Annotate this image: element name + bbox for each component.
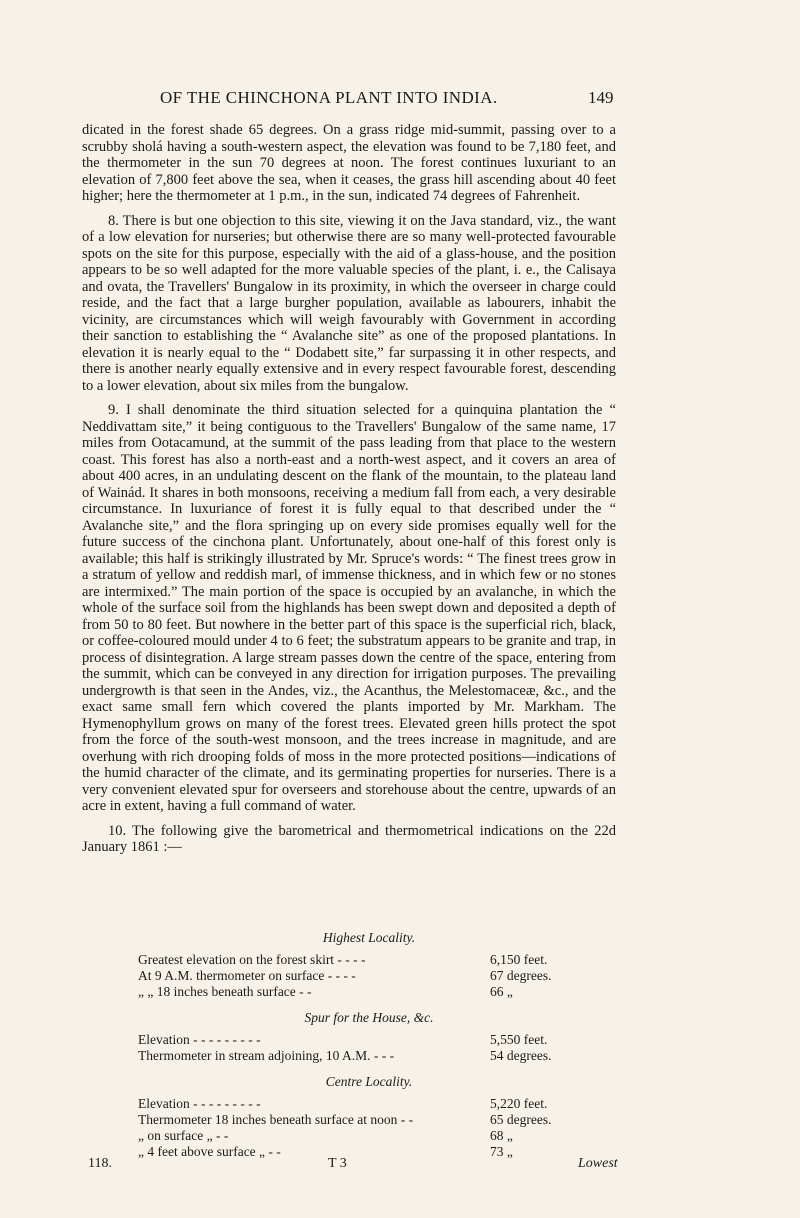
section-title: Centre Locality. bbox=[325, 1074, 413, 1089]
section-title: Spur for the House, &c. bbox=[304, 1010, 434, 1025]
paragraph-9: 9. I shall denominate the third situation selected for a quinquina plantation the “ Neddivattam site,” it being contiguous to the Travellers' Bungalow of the same name, 17 miles from Ootacamund, at the summit of the pass leading from that place to the western coast. This forest has also a north-east and a north-west aspect, and it covers an area of about 400 acres, in an undulating descent on the flank of the mountain, to the plateau land of Wainád. It shares in both monsoons, receiving a medium fall from each, a very desirable circumstance. In luxuriance of forest it is fully equal to that described under the “ Avalanche site,” and the flora springing up on every side promises equally well for the future success of the cinchona plant. Unfortunately, about one-half of this forest only is available; this half is strikingly illustrated by Mr. Spruce's words: “ The finest trees grow in a stratum of yellow and reddish marl, of immense thickness, and in which few or no stones are intermixed.” The main portion of the space is occupied by an avalanche, in which the whole of the surface soil from the highlands has been swept down and deposited a depth of from 50 to 80 feet. But nowhere in the better part of this space is the superficial rich, black, or coffee-coloured mould under 4 to 6 feet; the substratum appears to be granite and trap, in process of disintegration. A large stream passes down the centre of the space, entering from the summit, which can be conveyed in any direction for irrigation purposes. The prevailing undergrowth is that seen in the Andes, viz., the Acanthus, the Melestomaceæ, &c., and the exact same small fern which covered the plants imported by Mr. Markham. The Hymenophyllum grows on many of the forest trees. Elevated green hills protect the spot from the force of the south-west monsoon, and the trees increase in magnitude, and are overhung with rich drooping folds of moss in the more protected positions—indications of the humid character of the climate, and its germinating properties for nurseries. There is a very convenient elevated spur for overseers and storehouse about the centre, upwards of an acre in extent, having a full command of water. bbox=[82, 402, 616, 814]
signature-mark: 118. bbox=[88, 1156, 112, 1171]
row-value: 5,220 feet. bbox=[490, 1096, 548, 1111]
row-value: 66 „ bbox=[490, 984, 513, 999]
row-value: 65 degrees. bbox=[490, 1112, 552, 1127]
row-label: Greatest elevation on the forest skirt - - - - bbox=[138, 952, 366, 967]
row-value: 73 „ bbox=[490, 1144, 513, 1159]
highest-locality-table bbox=[138, 930, 600, 1000]
table-row bbox=[138, 1048, 600, 1064]
readings-tables bbox=[138, 930, 600, 1160]
table-row bbox=[138, 1128, 600, 1144]
body-text bbox=[82, 122, 616, 864]
page-footer bbox=[0, 1156, 800, 1178]
table-row bbox=[138, 1112, 600, 1128]
row-label: Thermometer in stream adjoining, 10 A.M. - - - bbox=[138, 1048, 395, 1063]
table-row bbox=[138, 1032, 600, 1048]
section-title: Highest Locality. bbox=[322, 930, 416, 945]
table-row bbox=[138, 952, 600, 968]
table-row bbox=[138, 984, 600, 1000]
row-value: 54 degrees. bbox=[490, 1048, 552, 1063]
gathering-mark: T 3 bbox=[328, 1156, 347, 1171]
row-value: 6,150 feet. bbox=[490, 952, 548, 967]
page-number: 149 bbox=[588, 88, 614, 107]
row-label: Elevation - - - - - - - - - bbox=[138, 1096, 261, 1111]
catchword: Lowest bbox=[578, 1156, 618, 1171]
row-label: Thermometer 18 inches beneath surface at noon - - bbox=[138, 1112, 414, 1127]
page-header bbox=[0, 88, 800, 112]
row-label: „ „ 18 inches beneath surface - - bbox=[138, 984, 312, 999]
row-label: At 9 A.M. thermometer on surface - - - - bbox=[138, 968, 356, 983]
running-title: OF THE CHINCHONA PLANT INTO INDIA. bbox=[160, 88, 498, 107]
row-label: „ on surface „ - - bbox=[138, 1128, 229, 1143]
row-value: 67 degrees. bbox=[490, 968, 552, 983]
paragraph-continuation: dicated in the forest shade 65 degrees. On a grass ridge mid-summit, passing over to a scrubby sholá having a south-western aspect, the elevation was found to be 7,180 feet, and the thermometer in the sun 70 degrees at noon. The forest continues luxuriant to an elevation of 7,800 feet above the sea, when it ceases, the grass hill ascending about 40 feet higher; here the thermometer at 1 p.m., in the sun, indicated 74 degrees of Fahrenheit. bbox=[82, 122, 616, 204]
row-label: Elevation - - - - - - - - - bbox=[138, 1032, 261, 1047]
spur-table bbox=[138, 1010, 600, 1064]
paragraph-10: 10. The following give the barometrical and thermometrical indications on the 22d January 1861 :— bbox=[82, 822, 616, 855]
paragraph-8: 8. There is but one objection to this site, viewing it on the Java standard, viz., the want of a low elevation for nurseries; but otherwise there are so many well-protected favourable spots on the site for this purpose, especially with the aid of a glass-house, and the position appears to be so well adapted for the more valuable species of the plant, i. e., the Calisaya and ovata, the Travellers' Bungalow in its proximity, in which the overseer in charge could reside, and the fact that a large burgher population, available as labourers, inhabit the vicinity, are circumstances which will weigh favourably with Government in according their sanction to establishing the “ Avalanche site” as one of the proposed plantations. In elevation it is nearly equal to the “ Dodabett site,” far surpassing it in other respects, and there is another nearly equally extensive and in every respect favourable forest, descending to a lower elevation, about six miles from the bungalow. bbox=[82, 212, 616, 394]
row-value: 5,550 feet. bbox=[490, 1032, 548, 1047]
row-label: „ 4 feet above surface „ - - bbox=[138, 1144, 281, 1159]
table-row bbox=[138, 968, 600, 984]
centre-locality-table bbox=[138, 1074, 600, 1160]
table-row bbox=[138, 1096, 600, 1112]
row-value: 68 „ bbox=[490, 1128, 513, 1143]
